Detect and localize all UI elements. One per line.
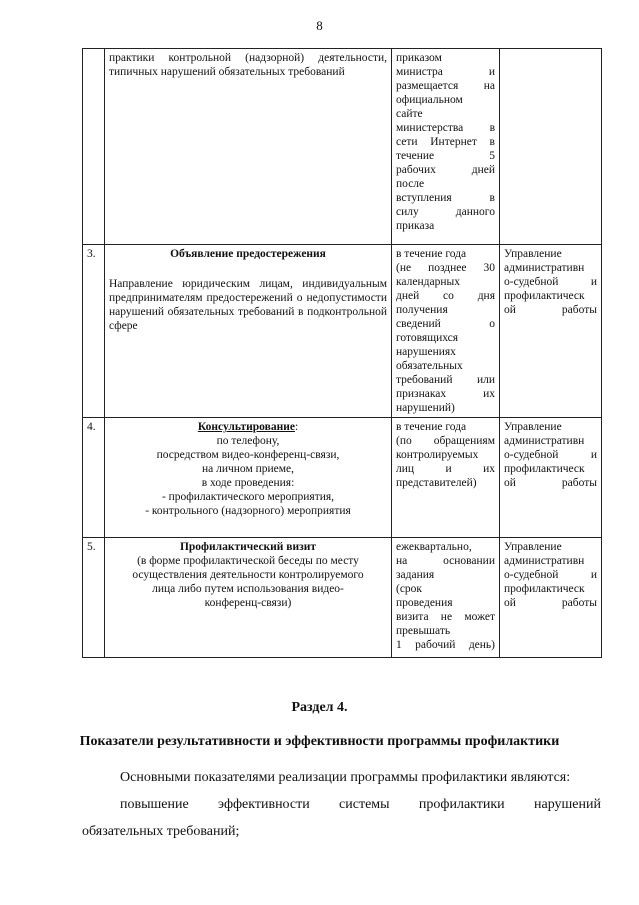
measure-title: [109, 540, 387, 554]
table-row: [83, 245, 602, 418]
deadline-line: нарушений): [396, 402, 455, 414]
measure-title-text: Объявление предостережения: [170, 248, 326, 260]
measure-description: [105, 49, 392, 245]
deadline-line: приказом: [396, 52, 442, 64]
deadline-line: (по обращениям: [396, 435, 495, 447]
deadline-line: силу данного: [396, 206, 495, 218]
responsible-line: ой работы: [504, 597, 597, 609]
measure-line: на личном приеме,: [201, 463, 295, 475]
deadline-line: (срок: [396, 583, 423, 595]
responsible-line: Управление: [504, 421, 562, 433]
responsible-line: о-судебной и: [504, 276, 597, 288]
measure-line: - профилактического мероприятия,: [161, 491, 335, 503]
measure-responsible: [500, 418, 602, 538]
deadline-line: (не позднее 30: [396, 262, 495, 274]
deadline-line: превышать: [396, 625, 451, 637]
measure-title-text: Профилактический визит: [179, 541, 317, 553]
measure-line: (в форме профилактической беседы по месту: [137, 555, 359, 567]
measure-body: Направление юридическим лицам, индивидуальным предпринимателям предостережений о недопустимости нарушений обязательных требований в подконтрольной сфере: [109, 278, 387, 332]
prevention-measures-table: [82, 48, 602, 658]
deadline-line: ежеквартально,: [396, 541, 472, 553]
measure-line: конференц-связи): [204, 597, 292, 609]
deadline-line: сведений о: [396, 318, 495, 330]
row-number: 5.: [83, 538, 105, 658]
measure-responsible: [500, 245, 602, 418]
deadline-line: задания: [396, 569, 435, 581]
deadline-line: лиц и их: [396, 463, 495, 475]
responsible-line: профилактическ: [504, 583, 585, 595]
deadline-line: министра и: [396, 66, 495, 78]
deadline-line: после: [396, 178, 425, 190]
responsible-line: административн: [504, 555, 585, 567]
table-row: [83, 538, 602, 658]
row-number: 4.: [83, 418, 105, 538]
deadline-line: министерства в: [396, 122, 495, 134]
measure-title-suffix: :: [294, 421, 299, 433]
deadline-line: готовящихся: [396, 332, 459, 344]
deadline-line: получения: [396, 304, 448, 316]
row-number: [83, 49, 105, 245]
table-row: [83, 49, 602, 245]
measure-deadline: [392, 245, 500, 418]
measure-body: практики контрольной (надзорной) деятельности, типичных нарушений обязательных требований: [109, 52, 387, 78]
deadline-line: визита не может: [396, 611, 495, 623]
measure-line: посредством видео-конференц-связи,: [156, 449, 340, 461]
measure-line: - контрольного (надзорного) мероприятия: [145, 505, 351, 517]
responsible-line: ой работы: [504, 304, 597, 316]
deadline-line: нарушениях: [396, 346, 456, 358]
deadline-line: приказа: [396, 220, 435, 232]
deadline-line: размещается на: [396, 80, 495, 92]
measure-responsible: [500, 538, 602, 658]
deadline-line: в течение года: [396, 421, 467, 433]
responsible-line: административн: [504, 262, 585, 274]
deadline-line: дней со дня: [396, 290, 495, 302]
deadline-line: представителей): [396, 477, 477, 489]
paragraph-indicator-line-2: обязательных требований;: [82, 824, 240, 839]
deadline-line: требований или: [396, 374, 495, 386]
measure-description: [105, 538, 392, 658]
deadline-line: 1 рабочий день): [396, 639, 495, 651]
deadline-line: контролируемых: [396, 449, 479, 461]
measure-title: [109, 247, 387, 261]
measure-line: осуществления деятельности контролируемого: [132, 569, 364, 581]
responsible-line: профилактическ: [504, 463, 585, 475]
responsible-line: о-судебной и: [504, 449, 597, 461]
measure-line: лица либо путем использования видео-: [152, 583, 344, 595]
paragraph-indicator-line-1: повышение эффективности системы профилактики нарушений: [120, 797, 601, 812]
row-number: 3.: [83, 245, 105, 418]
deadline-line: сайте: [396, 108, 423, 120]
deadline-line: вступления в: [396, 192, 495, 204]
measure-line: по телефону,: [216, 435, 280, 447]
measure-deadline: [392, 538, 500, 658]
responsible-line: административн: [504, 435, 585, 447]
page-number: 8: [316, 18, 323, 33]
measure-description: [105, 245, 392, 418]
program-heading: Показатели результативности и эффективности программы профилактики: [79, 734, 560, 749]
deadline-line: на основании: [396, 555, 495, 567]
responsible-line: о-судебной и: [504, 569, 597, 581]
table-row: [83, 418, 602, 538]
deadline-line: в течение года: [396, 248, 467, 260]
responsible-line: ой работы: [504, 477, 597, 489]
deadline-line: календарных: [396, 276, 460, 288]
deadline-line: течение 5: [396, 150, 495, 162]
responsible-line: Управление: [504, 248, 562, 260]
deadline-line: признаках их: [396, 388, 495, 400]
measure-title-text: Консультирование: [197, 421, 295, 433]
measure-deadline: [392, 418, 500, 538]
measure-title: [109, 420, 387, 434]
deadline-line: проведения: [396, 597, 453, 609]
responsible-line: Управление: [504, 541, 562, 553]
paragraph-indicators-intro: Основными показателями реализации программы профилактики являются:: [120, 770, 571, 785]
responsible-line: профилактическ: [504, 290, 585, 302]
deadline-line: рабочих дней: [396, 164, 495, 176]
measure-responsible: [500, 49, 602, 245]
deadline-line: обязательных: [396, 360, 463, 372]
measure-description: [105, 418, 392, 538]
deadline-line: официальном: [396, 94, 463, 106]
measure-deadline: [392, 49, 500, 245]
deadline-line: сети Интернет в: [396, 136, 495, 148]
measure-line: в ходе проведения:: [201, 477, 295, 489]
section-heading: Раздел 4.: [291, 700, 348, 715]
